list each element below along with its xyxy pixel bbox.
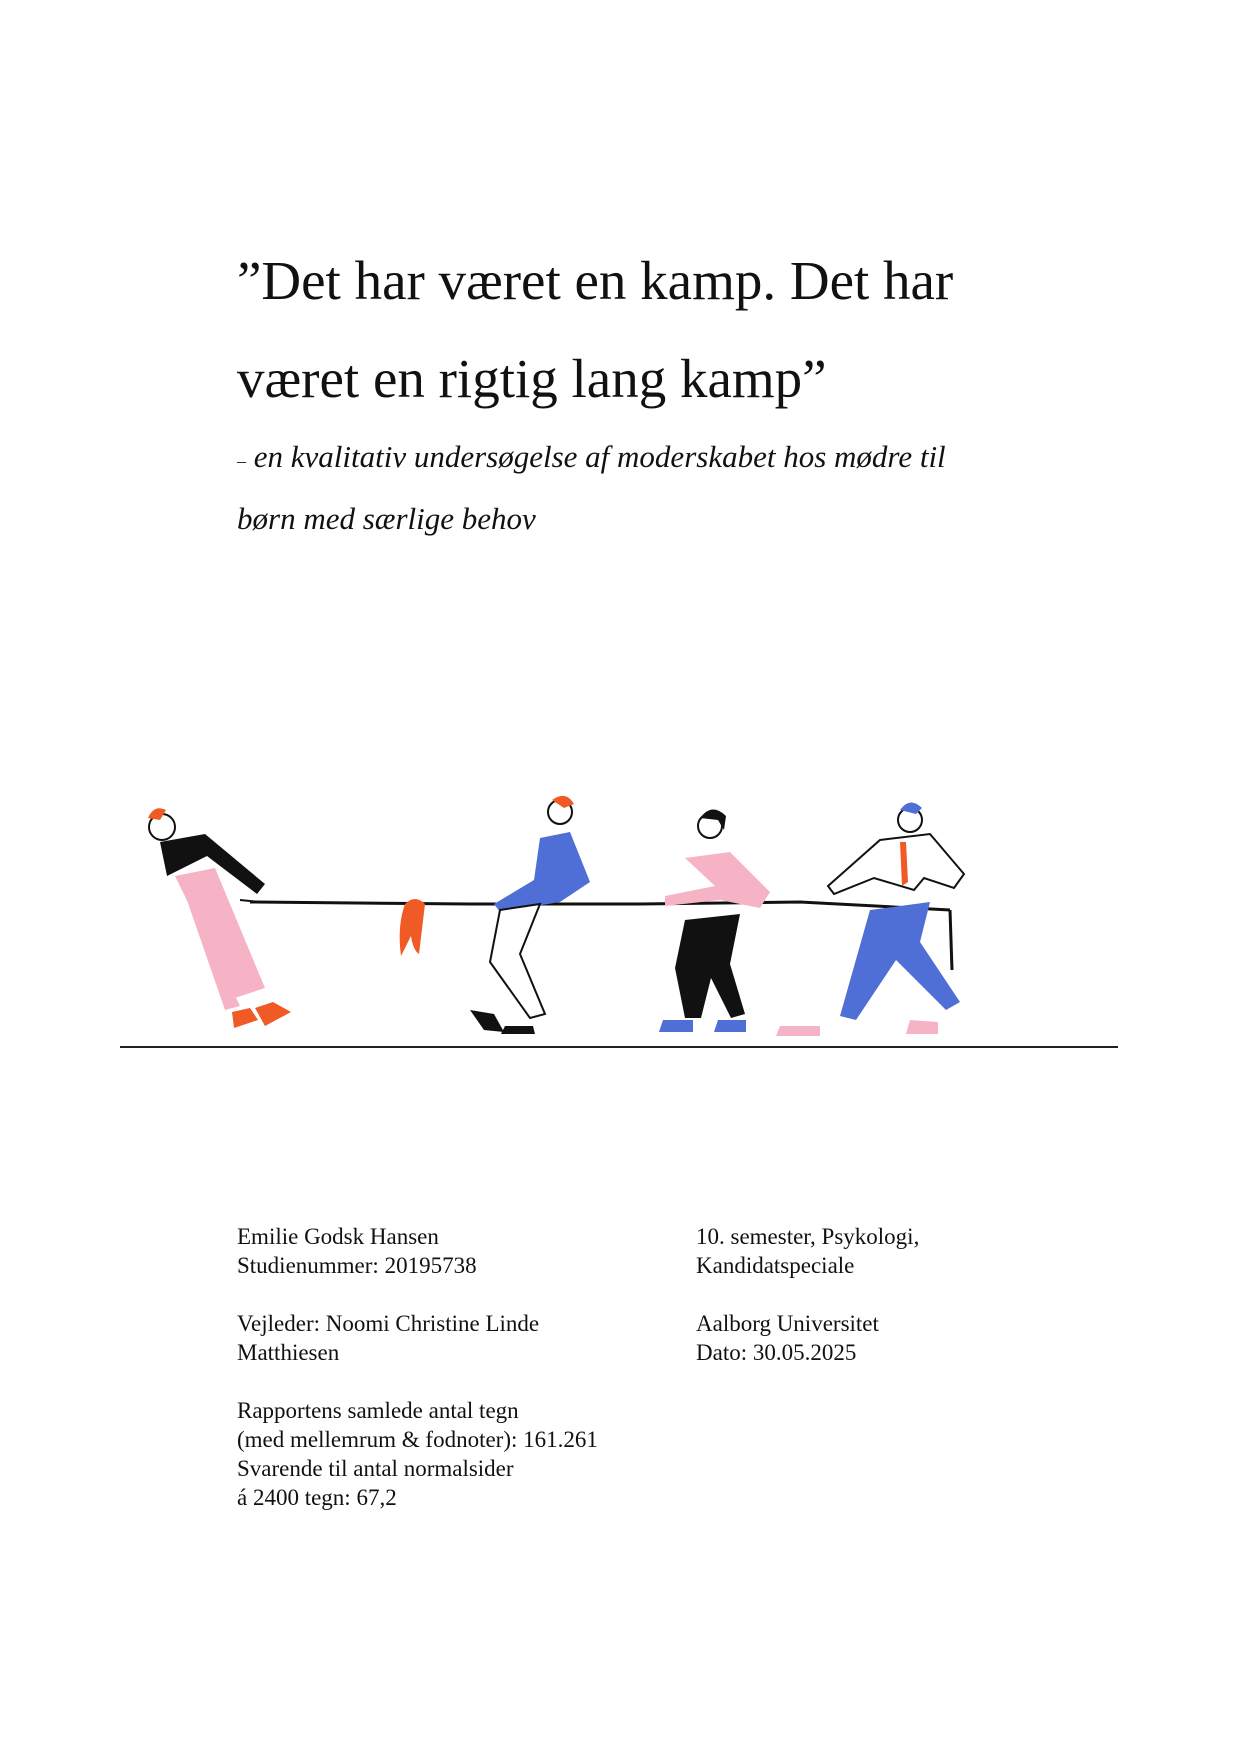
semester-line-2: Kandidatspeciale [696, 1253, 855, 1278]
university-block [696, 1309, 1016, 1367]
submission-date: Dato: 30.05.2025 [696, 1340, 857, 1365]
title-line-2: været en rigtig lang kamp” [237, 348, 827, 409]
supervisor-line-1: Vejleder: Noomi Christine Linde [237, 1311, 540, 1336]
person-3 [659, 809, 770, 1032]
student-number: Studienummer: 20195738 [237, 1253, 477, 1278]
course-info-column [696, 1222, 1016, 1396]
author-block [237, 1222, 657, 1280]
university-name: Aalborg Universitet [696, 1311, 879, 1336]
title-line-1: ”Det har været en kamp. Det har [237, 250, 954, 311]
document-title [237, 232, 1037, 428]
subtitle-line-2: børn med særlige behov [237, 501, 536, 536]
tug-of-war-illustration [120, 780, 1120, 1060]
person-4 [776, 802, 964, 1036]
person-2 [470, 796, 590, 1034]
chars-line-1: Rapportens samlede antal tegn [237, 1398, 519, 1423]
character-count-block [237, 1396, 657, 1512]
person-1 [148, 808, 291, 1028]
supervisor-block [237, 1309, 657, 1367]
chars-line-2: (med mellemrum & fodnoter): 161.261 [237, 1427, 598, 1452]
author-info-column [237, 1222, 657, 1541]
supervisor-line-2: Matthiesen [237, 1340, 340, 1365]
subtitle-dash: – [237, 451, 246, 471]
author-name: Emilie Godsk Hansen [237, 1224, 439, 1249]
semester-block [696, 1222, 1016, 1280]
subtitle-line-1: en kvalitativ undersøgelse af moderskabet hos mødre til [246, 439, 946, 474]
pages-line-1: Svarende til antal normalsider [237, 1456, 514, 1481]
pages-line-2: á 2400 tegn: 67,2 [237, 1485, 397, 1510]
document-subtitle [237, 428, 1037, 548]
semester-line-1: 10. semester, Psykologi, [696, 1224, 920, 1249]
